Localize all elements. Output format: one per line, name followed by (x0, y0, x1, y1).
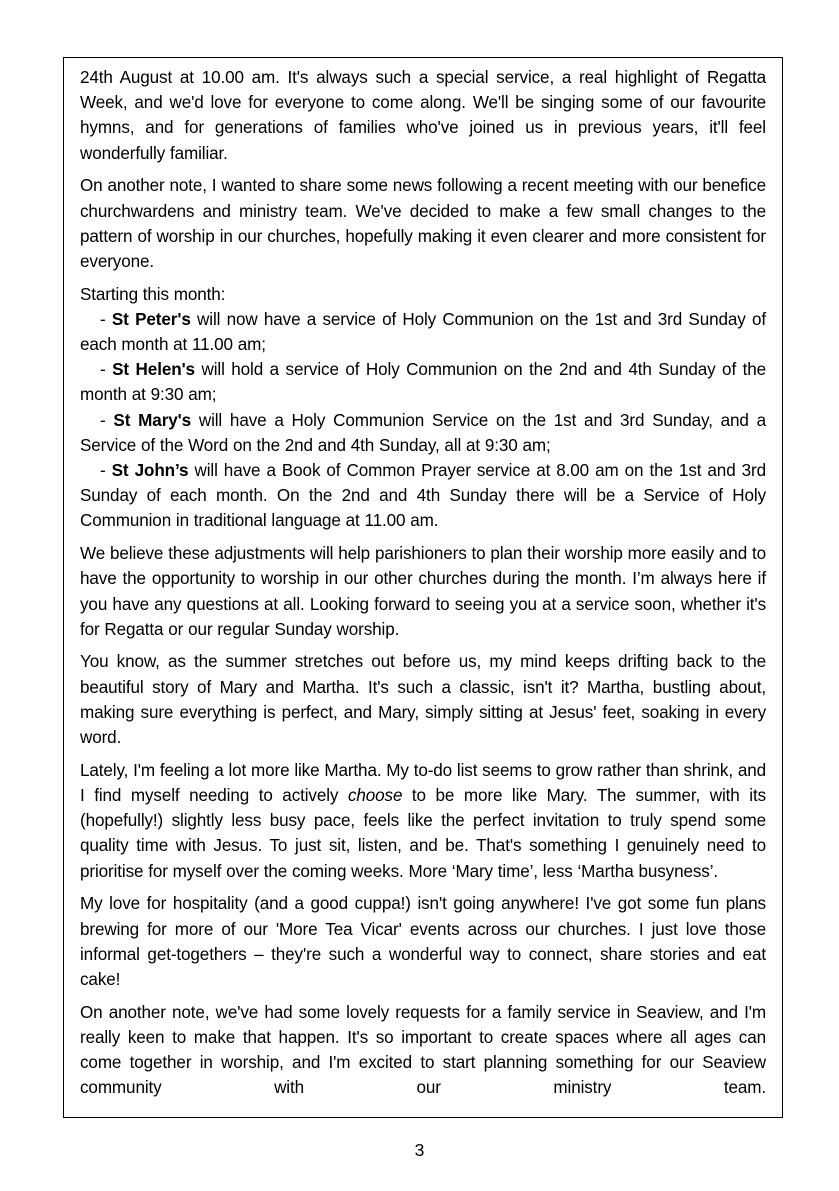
list-item-st-marys (80, 408, 766, 458)
emphasis-choose: choose (347, 785, 403, 805)
newsletter-body (80, 65, 766, 1108)
paragraph-hospitality-more-tea-vicar: My love for hospitality (and a good cuppa!) isn't going anywhere! I've got some fun plans brewing for more of our 'More Tea Vicar' events across our churches. I just love those informal get-togethers – they're such a wonderful way to connect, share stories and eat cake! (80, 894, 766, 989)
church-name-st-helens: St Helen's (112, 360, 195, 380)
list-bullet-dash: - (100, 410, 114, 430)
paragraph-mary-and-martha: You know, as the summer stretches out before us, my mind keeps drifting back to the beautiful story of Mary and Martha. It's such a classic, isn't it? Martha, bustling about, making sure everything is perfect, and Mary, simply sitting at Jesus' feet, soaking in every word. (80, 652, 766, 748)
church-name-st-marys: St Mary's (113, 410, 192, 430)
service-detail-st-johns: will have a Book of Common Prayer service at 8.00 am on the 1st and 3rd Sunday of each month. On the 2nd and 4th Sunday there will be a Service of Holy Communion in traditional language at 11.00 am. (80, 461, 766, 531)
church-name-st-johns: St John’s (111, 461, 189, 481)
paragraph-adjustments-rationale: We believe these adjustments will help parishioners to plan their worship more easily and to have the opportunity to worship in our other churches during the month. I’m always here if you have any questions at all. Looking forward to seeing you at a service soon, whether it's for Regatta or our regular Sunday worship. (80, 544, 766, 639)
list-lead-in: Starting this month: (80, 284, 226, 304)
list-bullet-dash: - (100, 309, 112, 329)
service-detail-st-marys: will have a Holy Communion Service on the 1st and 3rd Sunday, and a Service of the Word on the 2nd and 4th Sunday, all at 9:30 am; (80, 410, 767, 455)
service-detail-st-peters: will now have a service of Holy Communion on the 1st and 3rd Sunday of each month at 11.00 am; (80, 309, 766, 355)
list-item-st-peters (80, 307, 766, 357)
paragraph-worship-changes-intro: On another note, I wanted to share some news following a recent meeting with our benefice churchwardens and ministry team. We've decided to make a few small changes to the pattern of worship in our churches, hopefully making it even clearer and more consistent for everyone. (80, 176, 766, 271)
martha-text-before-emphasis: Lately, I'm feeling a lot more like Martha. My to-do list seems to grow rather than shrink, and I find myself needing to actively (80, 760, 766, 805)
page-number: 3 (414, 1140, 425, 1160)
text-frame-border (63, 57, 783, 1118)
church-name-st-peters: St Peter's (111, 309, 191, 329)
list-item-st-johns (80, 458, 766, 534)
paragraph-regatta-service: 24th August at 10.00 am. It's always such a special service, a real highlight of Regatta Week, and we'd love for everyone to come along. We'll be singing some of our favourite hymns, and for generations of families who've joined us in previous years, it'll feel wonderfully familiar. (80, 68, 766, 163)
list-bullet-dash: - (100, 461, 112, 481)
list-bullet-dash: - (100, 360, 113, 380)
list-item-st-helens (80, 357, 766, 407)
martha-text-after-emphasis: to be more like Mary. The summer, with its (hopefully!) slightly less busy pace, feels like the perfect invitation to truly spend some quality time with Jesus. To just sit, listen, and be. That's something I genuinely need to prioritise for myself over the coming weeks. More ‘Mary time’, less ‘Martha busyness’. (80, 785, 767, 881)
service-schedule-list (80, 282, 766, 534)
paragraph-lately-like-martha (80, 758, 766, 884)
service-detail-st-helens: will hold a service of Holy Communion on the 2nd and 4th Sunday of the month at 9:30 am; (80, 360, 766, 405)
paragraph-seaview-family-service: On another note, we've had some lovely requests for a family service in Seaview, and I'm really keen to make that happen. It's so important to create spaces where all ages can come together in worship, and I'm excited to start planning something for our Seaview community with our ministry team. (80, 1002, 766, 1098)
